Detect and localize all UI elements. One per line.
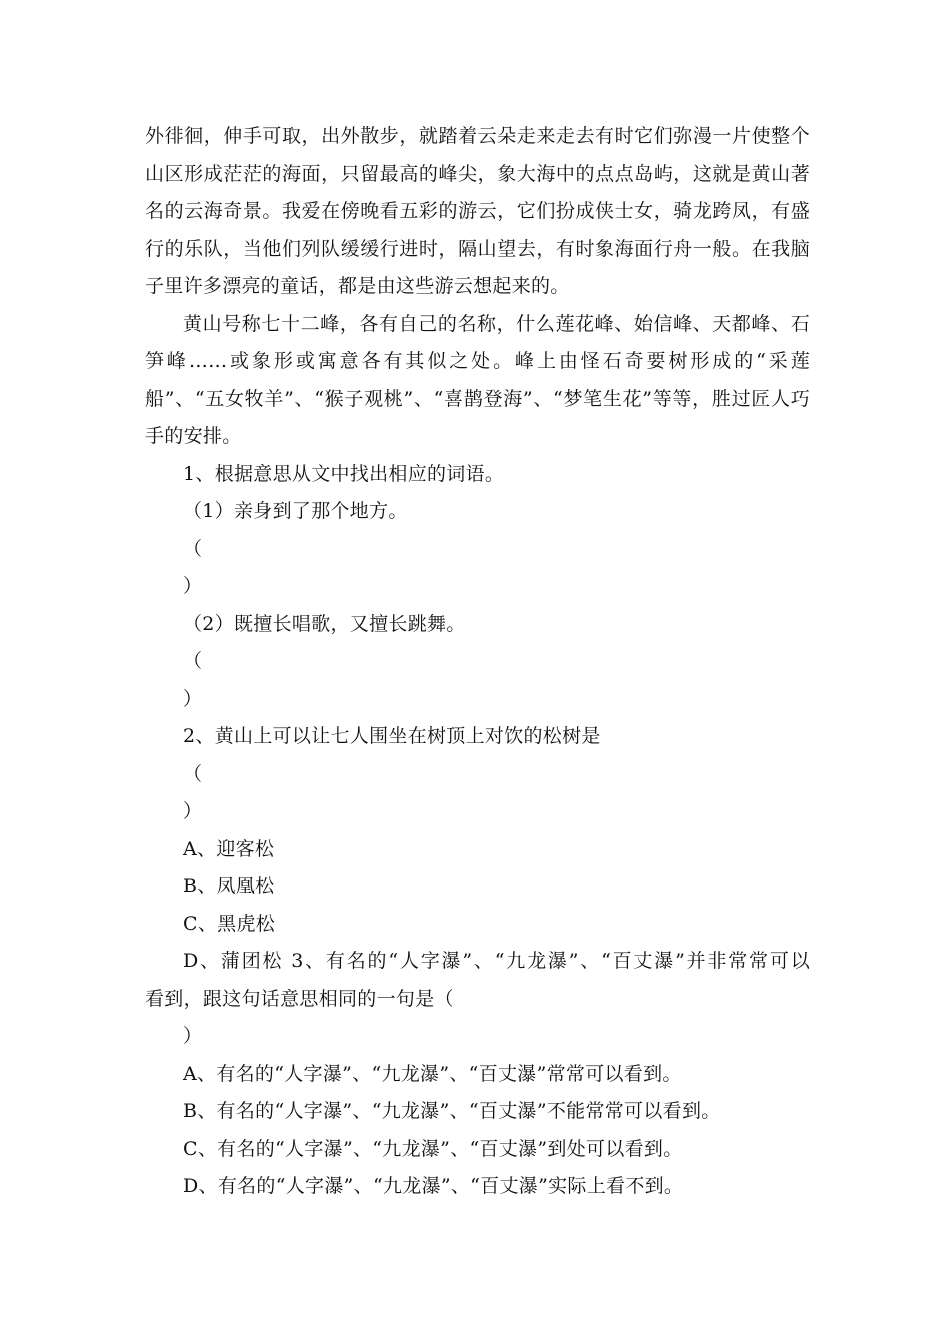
question-2-option-b: B、凤凰松	[183, 875, 275, 897]
question-2-answer-close: ）	[183, 800, 203, 822]
question-1-sub-1-answer-open: （	[183, 537, 203, 560]
question-1-sub-1: （1）亲身到了那个地方。	[183, 500, 408, 522]
question-3-stem-continued: 看到，跟这句话意思相同的一句是（	[145, 987, 454, 1010]
question-2-stem: 2、黄山上可以让七人围坐在树顶上对饮的松树是	[183, 725, 601, 747]
question-3-option-d: D、有名的“人字瀑”、“九龙瀑”、“百丈瀑”实际上看不到。	[183, 1175, 684, 1197]
passage-paragraph-1: 外徘徊，伸手可取，出外散步，就踏着云朵走来走去有时它们弥漫一片使整个山区形成茫茫的海面，只留最高的峰尖，象大海中的点点岛屿，这就是黄山著名的云海奇景。我爱在傍晚看五彩的游云，它们扮成侠士女，骑龙跨凤，有盛行的乐队，当他们列队缓缓行进时，隔山望去，有时象海面行舟一般。在我脑子里许多漂亮的童话，都是由这些游云想起来的。	[145, 125, 810, 297]
question-1-sub-2: （2）既擅长唱歌，又擅长跳舞。	[183, 612, 466, 635]
question-2-answer-open: （	[183, 762, 203, 785]
question-2-option-c: C、黑虎松	[183, 912, 276, 935]
document-content	[145, 118, 810, 1206]
question-3-answer-close: ）	[183, 1025, 203, 1047]
question-1-sub-2-answer-close: ）	[183, 687, 203, 710]
question-1-sub-2-answer-open: （	[183, 650, 203, 672]
passage-paragraph-2: 黄山号称七十二峰，各有自己的名称，什么莲花峰、始信峰、天都峰、石笋峰……或象形或寓意各有其似之处。峰上由怪石奇要树形成的“采莲船”、“五女牧羊”、“猴子观桃”、“喜鹊登海”、“梦笔生花”等等，胜过匠人巧手的安排。	[145, 312, 810, 447]
question-2-option-a: A、迎客松	[183, 837, 275, 860]
question-3-option-a: A、有名的“人字瀑”、“九龙瀑”、“百丈瀑”常常可以看到。	[183, 1062, 682, 1085]
question-1-stem: 1、根据意思从文中找出相应的词语。	[183, 462, 505, 485]
question-2-option-d-and-question-3-stem: D、蒲团松 3、有名的“人字瀑”、“九龙瀑”、“百丈瀑”并非常常可以	[183, 950, 810, 972]
question-3-option-b: B、有名的“人字瀑”、“九龙瀑”、“百丈瀑”不能常常可以看到。	[183, 1100, 721, 1122]
question-3-option-c: C、有名的“人字瀑”、“九龙瀑”、“百丈瀑”到处可以看到。	[183, 1137, 683, 1160]
question-1-sub-1-answer-close: ）	[183, 575, 203, 597]
